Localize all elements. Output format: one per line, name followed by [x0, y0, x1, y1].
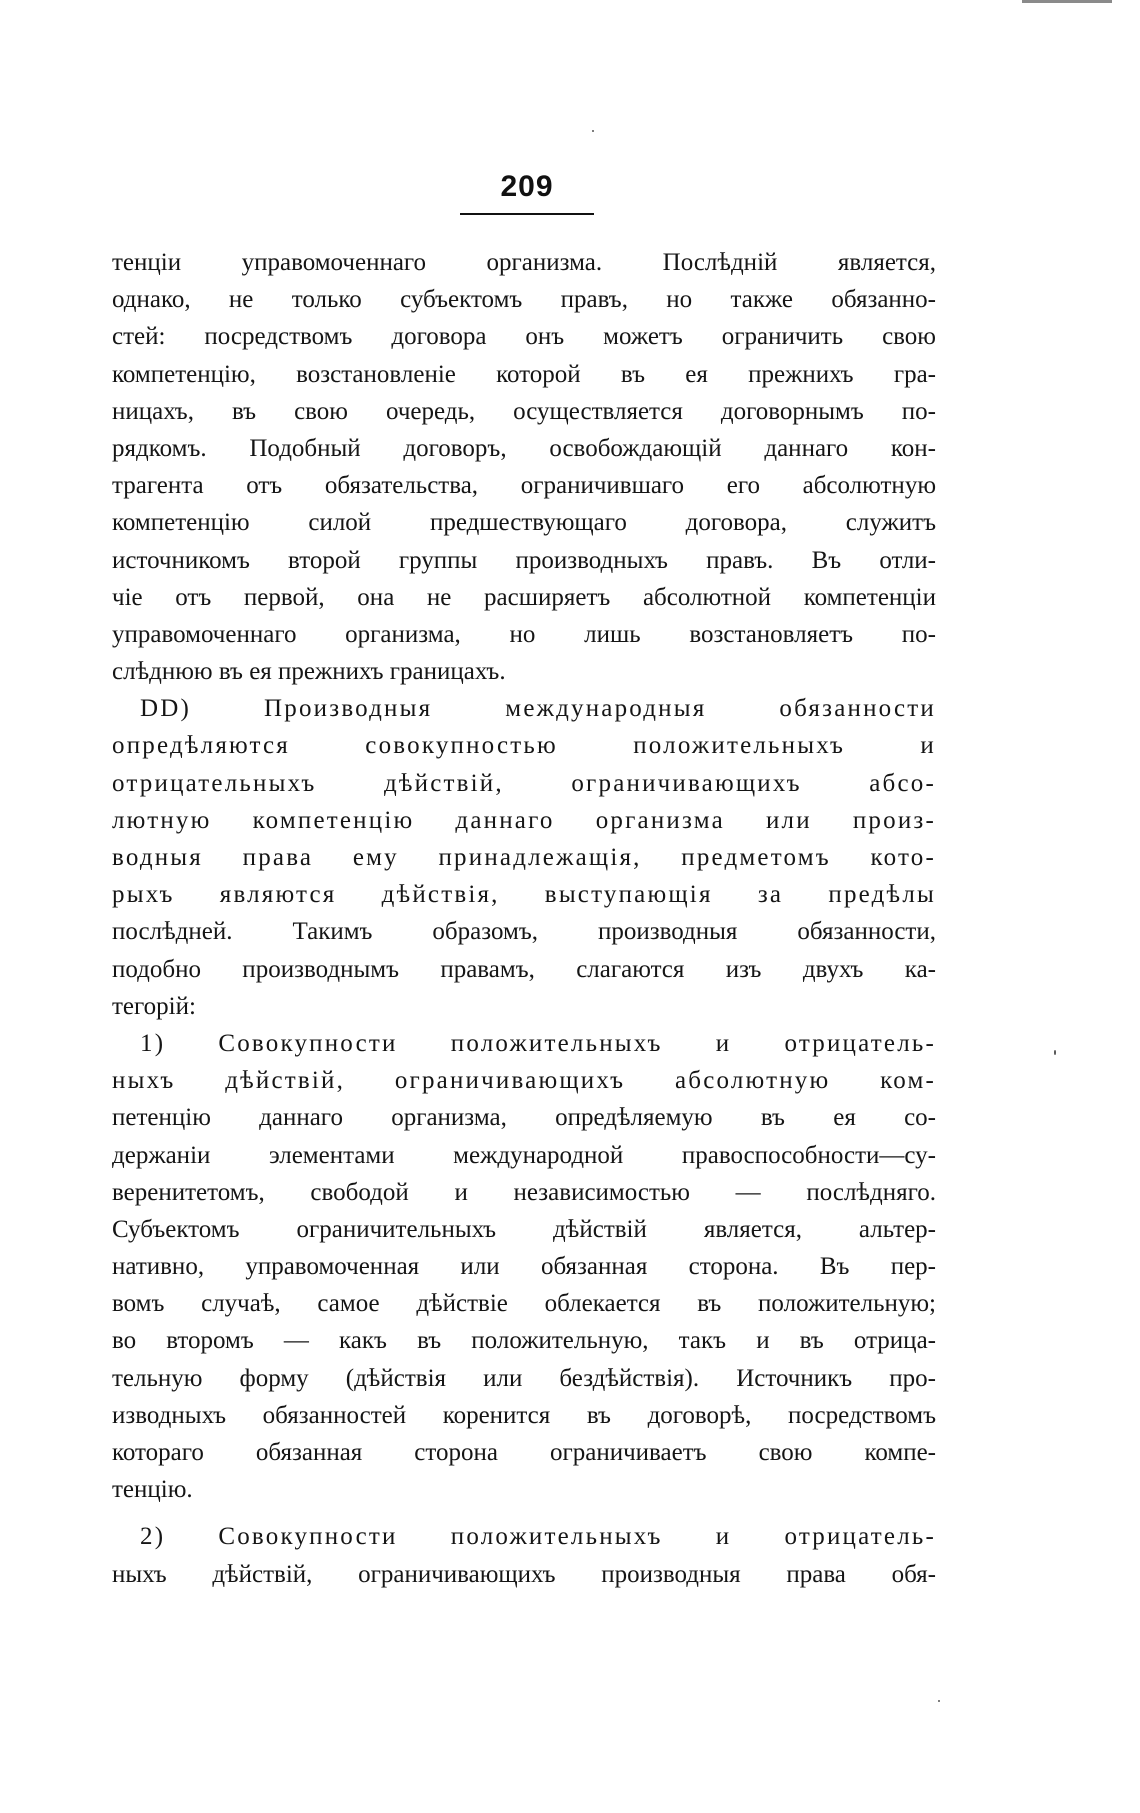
page-number: 209 — [500, 170, 554, 203]
text-line: управомоченнаго организма, но лишь возстановляетъ по- — [112, 620, 936, 648]
text-line: компетенцію силой предшествующаго договора, служитъ — [112, 509, 936, 537]
text-line: лютную компетенцію даннаго организма или произ- — [112, 806, 936, 834]
text-line: подобно производнымъ правамъ, слагаются изъ двухъ ка- — [112, 955, 936, 983]
text-line: ныхъ дѣйствій, ограничивающихъ абсолютную ком- — [112, 1067, 936, 1095]
text-line: стей: посредствомъ договора онъ можетъ ограничить свою — [112, 323, 936, 351]
text-line: DD) Производныя международныя обязанности — [140, 695, 936, 723]
text-line: источникомъ второй группы производныхъ правъ. Въ отли- — [112, 546, 936, 574]
text-line: опредѣляются совокупностью положительныхъ и — [112, 732, 936, 760]
print-speck — [592, 130, 594, 132]
text-line: тегорій: — [112, 992, 196, 1020]
text-line: чіе отъ первой, она не расширяетъ абсолютной компетенціи — [112, 583, 936, 611]
body-text — [112, 244, 936, 1593]
page-number-rule — [460, 213, 594, 215]
text-line: изводныхъ обязанностей коренится въ договорѣ, посредствомъ — [112, 1401, 936, 1429]
text-line: рядкомъ. Подобный договоръ, освобождающій даннаго кон- — [112, 434, 936, 462]
text-line: котораго обязанная сторона ограничиваетъ свою компе- — [112, 1439, 936, 1466]
text-line: однако, не только субъектомъ правъ, но также обязанно- — [112, 286, 936, 314]
text-line: тенцію. — [112, 1476, 193, 1504]
text-line: рыхъ являются дѣйствія, выступающія за предѣлы — [112, 881, 936, 909]
text-line: слѣднюю въ ея прежнихъ границахъ. — [112, 658, 506, 686]
text-line: ныхъ дѣйствій, ограничивающихъ производныя права обя- — [112, 1560, 936, 1588]
text-line: ницахъ, въ свою очередь, осуществляется договорнымъ по- — [112, 397, 936, 425]
text-line: во второмъ — какъ въ положительную, такъ и въ отрица- — [112, 1327, 936, 1355]
print-speck — [938, 1700, 940, 1702]
text-line: трагента отъ обязательства, ограничившаго его абсолютную — [112, 472, 936, 500]
text-line: водныя права ему принадлежащія, предметомъ кото- — [112, 844, 936, 871]
text-line: тенціи управомоченнаго организма. Послѣдній является, — [112, 249, 936, 276]
text-line: 2) Совокупности положительныхъ и отрицатель- — [140, 1523, 936, 1551]
page-edge-mark — [1022, 0, 1112, 3]
text-line: вомъ случаѣ, самое дѣйствіе облекается въ положительную; — [112, 1290, 936, 1318]
text-line: петенцію даннаго организма, опредѣляемую въ ея со- — [112, 1104, 936, 1132]
text-line: Субъектомъ ограничительныхъ дѣйствій является, альтер- — [112, 1215, 936, 1243]
text-line: держаніи элементами международной правоспособности—су- — [112, 1141, 936, 1169]
text-line: тельную форму (дѣйствія или бездѣйствія). Источникъ про- — [112, 1364, 936, 1392]
text-line: отрицательныхъ дѣйствій, ограничивающихъ абсо- — [112, 769, 936, 797]
text-line: компетенцію, возстановленіе которой въ ея прежнихъ гра- — [112, 360, 936, 388]
text-line: веренитетомъ, свободой и независимостью — послѣдняго. — [112, 1178, 936, 1206]
text-line: послѣдней. Такимъ образомъ, производныя обязанности, — [112, 918, 936, 946]
text-line: 1) Совокупности положительныхъ и отрицатель- — [140, 1029, 936, 1057]
print-speck — [1054, 1050, 1056, 1055]
text-line: нативно, управомоченная или обязанная сторона. Въ пер- — [112, 1253, 936, 1281]
